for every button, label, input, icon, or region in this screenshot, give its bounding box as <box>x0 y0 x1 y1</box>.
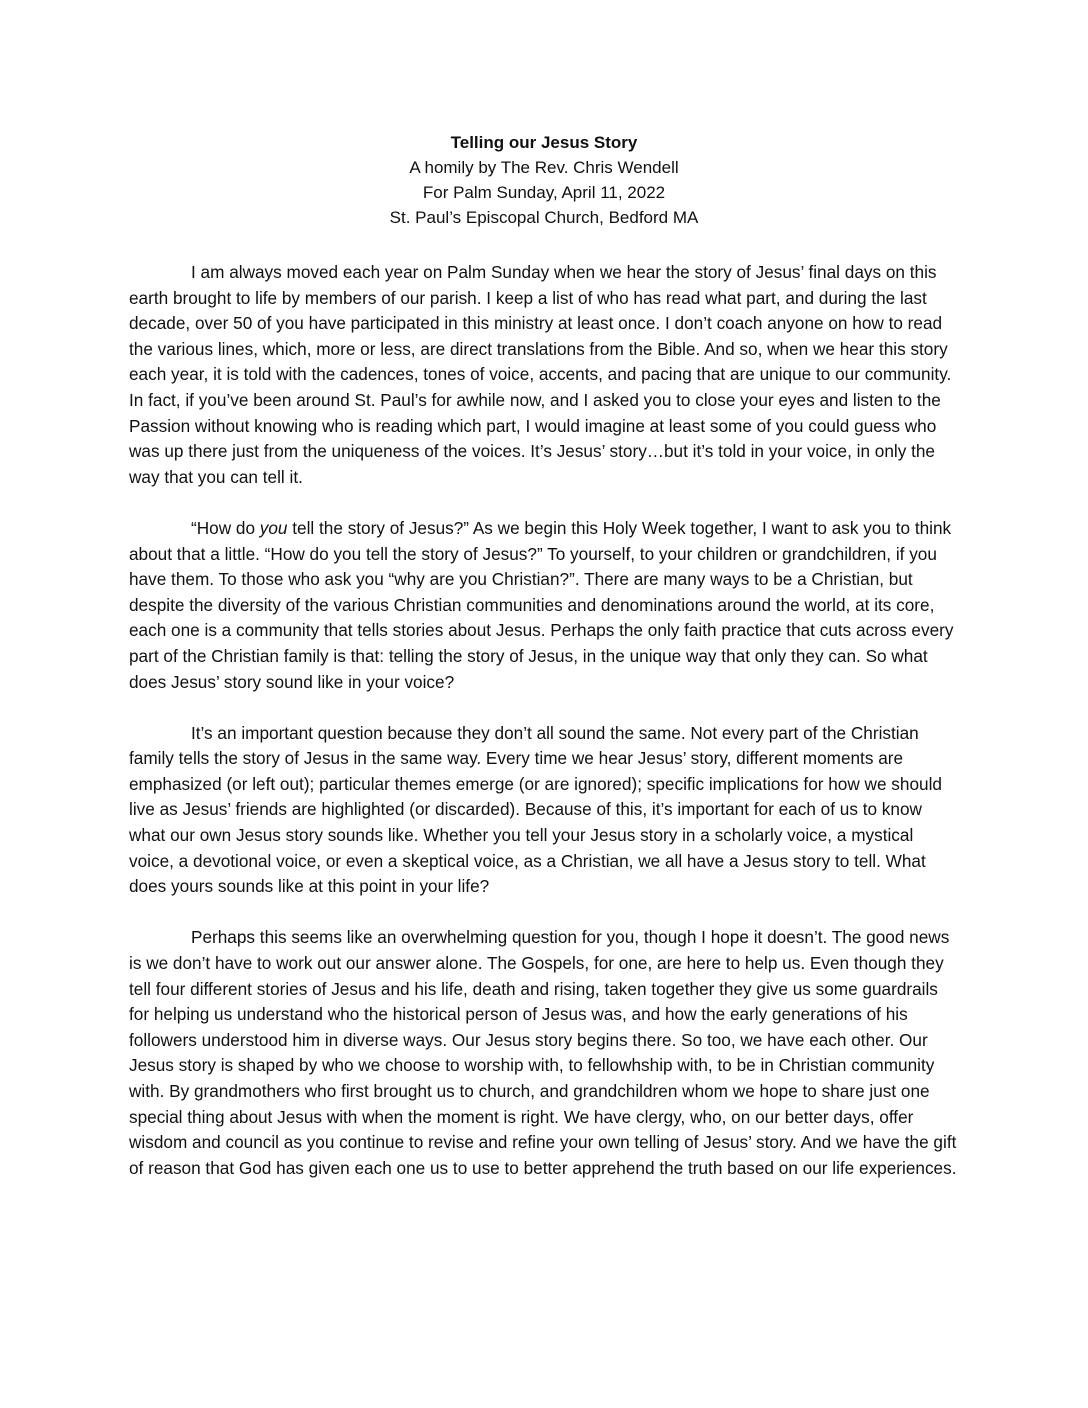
document-header <box>0 130 1088 230</box>
paragraph-3: It’s an important question because they don’t all sound the same. Not every part of the Christian family tells the story of Jesus in the same way. Every time we hear Jesus’ story, different moments are emphasized (or left out); particular themes emerge (or are ignored); specific implications for how we should live as Jesus’ friends are highlighted (or discarded). Because of this, it’s important for each of us to know what our own Jesus story sounds like. Whether you tell your Jesus story in a scholarly voice, a mystical voice, a devotional voice, or even a skeptical voice, as a Christian, we all have a Jesus story to tell. What does yours sounds like at this point in your life? <box>129 722 942 897</box>
paragraph-1: I am always moved each year on Palm Sunday when we hear the story of Jesus’ final days on this earth brought to life by members of our parish. I keep a list of who has read what part, and during the last decade, over 50 of you have participated in this ministry at least once. I don’t coach anyone on how to read the various lines, which, more or less, are direct translations from the Bible. And so, when we hear this story each year, it is told with the cadences, tones of voice, accents, and pacing that are unique to our community. In fact, if you’ve been around St. Paul’s for awhile now, and I asked you to close your eyes and listen to the Passion without knowing who is reading which part, I would imagine at least some of you could guess who was up there just from the uniqueness of the voices. It’s Jesus’ story…but it’s told in your voice, in only the way that you can tell it. <box>129 262 952 487</box>
paragraph-4: Perhaps this seems like an overwhelming question for you, though I hope it doesn’t. The good news is we don’t have to work out our answer alone. The Gospels, for one, are here to help us. Even though they tell four different stories of Jesus and his life, death and rising, taken together they give us some guardrails for helping us understand who the historical person of Jesus was, and how the early generations of his followers understood him in diverse ways. Our Jesus story begins there. So too, we have each other. Our Jesus story is shaped by who we choose to worship with, to fellowhship with, to be in Christian community with. By grandmothers who first brought us to church, and grandchildren whom we hope to share just one special thing about Jesus with when the moment is right. We have clergy, who, on our better days, offer wisdom and council as you continue to revise and refine your own telling of Jesus’ story. And we have the gift of reason that God has given each one us to use to better apprehend the truth based on our life experiences. <box>129 927 957 1178</box>
paragraph-2-part-a: “How do <box>191 517 260 538</box>
paragraph-2 <box>129 516 959 695</box>
document-place: St. Paul’s Episcopal Church, Bedford MA <box>389 208 699 227</box>
paragraph-2-emphasis: you <box>259 517 288 538</box>
document-occasion: For Palm Sunday, April 11, 2022 <box>422 183 666 202</box>
paragraph-2-part-b: tell the story of Jesus?” As we begin this Holy Week together, I want to ask you to think about that a little. “How do you tell the story of Jesus?” To yourself, to your children or grandchildren, if you have them. To those who ask you “why are you Christian?”. There are many ways to be a Christian, but despite the diversity of the various Christian communities and denominations around the world, at its core, each one is a community that tells stories about Jesus. Perhaps the only faith practice that cuts across every part of the Christian family is that: telling the story of Jesus, in the unique way that only they can. So what does Jesus’ story sound like in your voice? <box>129 517 954 692</box>
document-body <box>129 260 959 1181</box>
document-byline: A homily by The Rev. Chris Wendell <box>409 158 679 177</box>
document-title: Telling our Jesus Story <box>450 133 638 152</box>
